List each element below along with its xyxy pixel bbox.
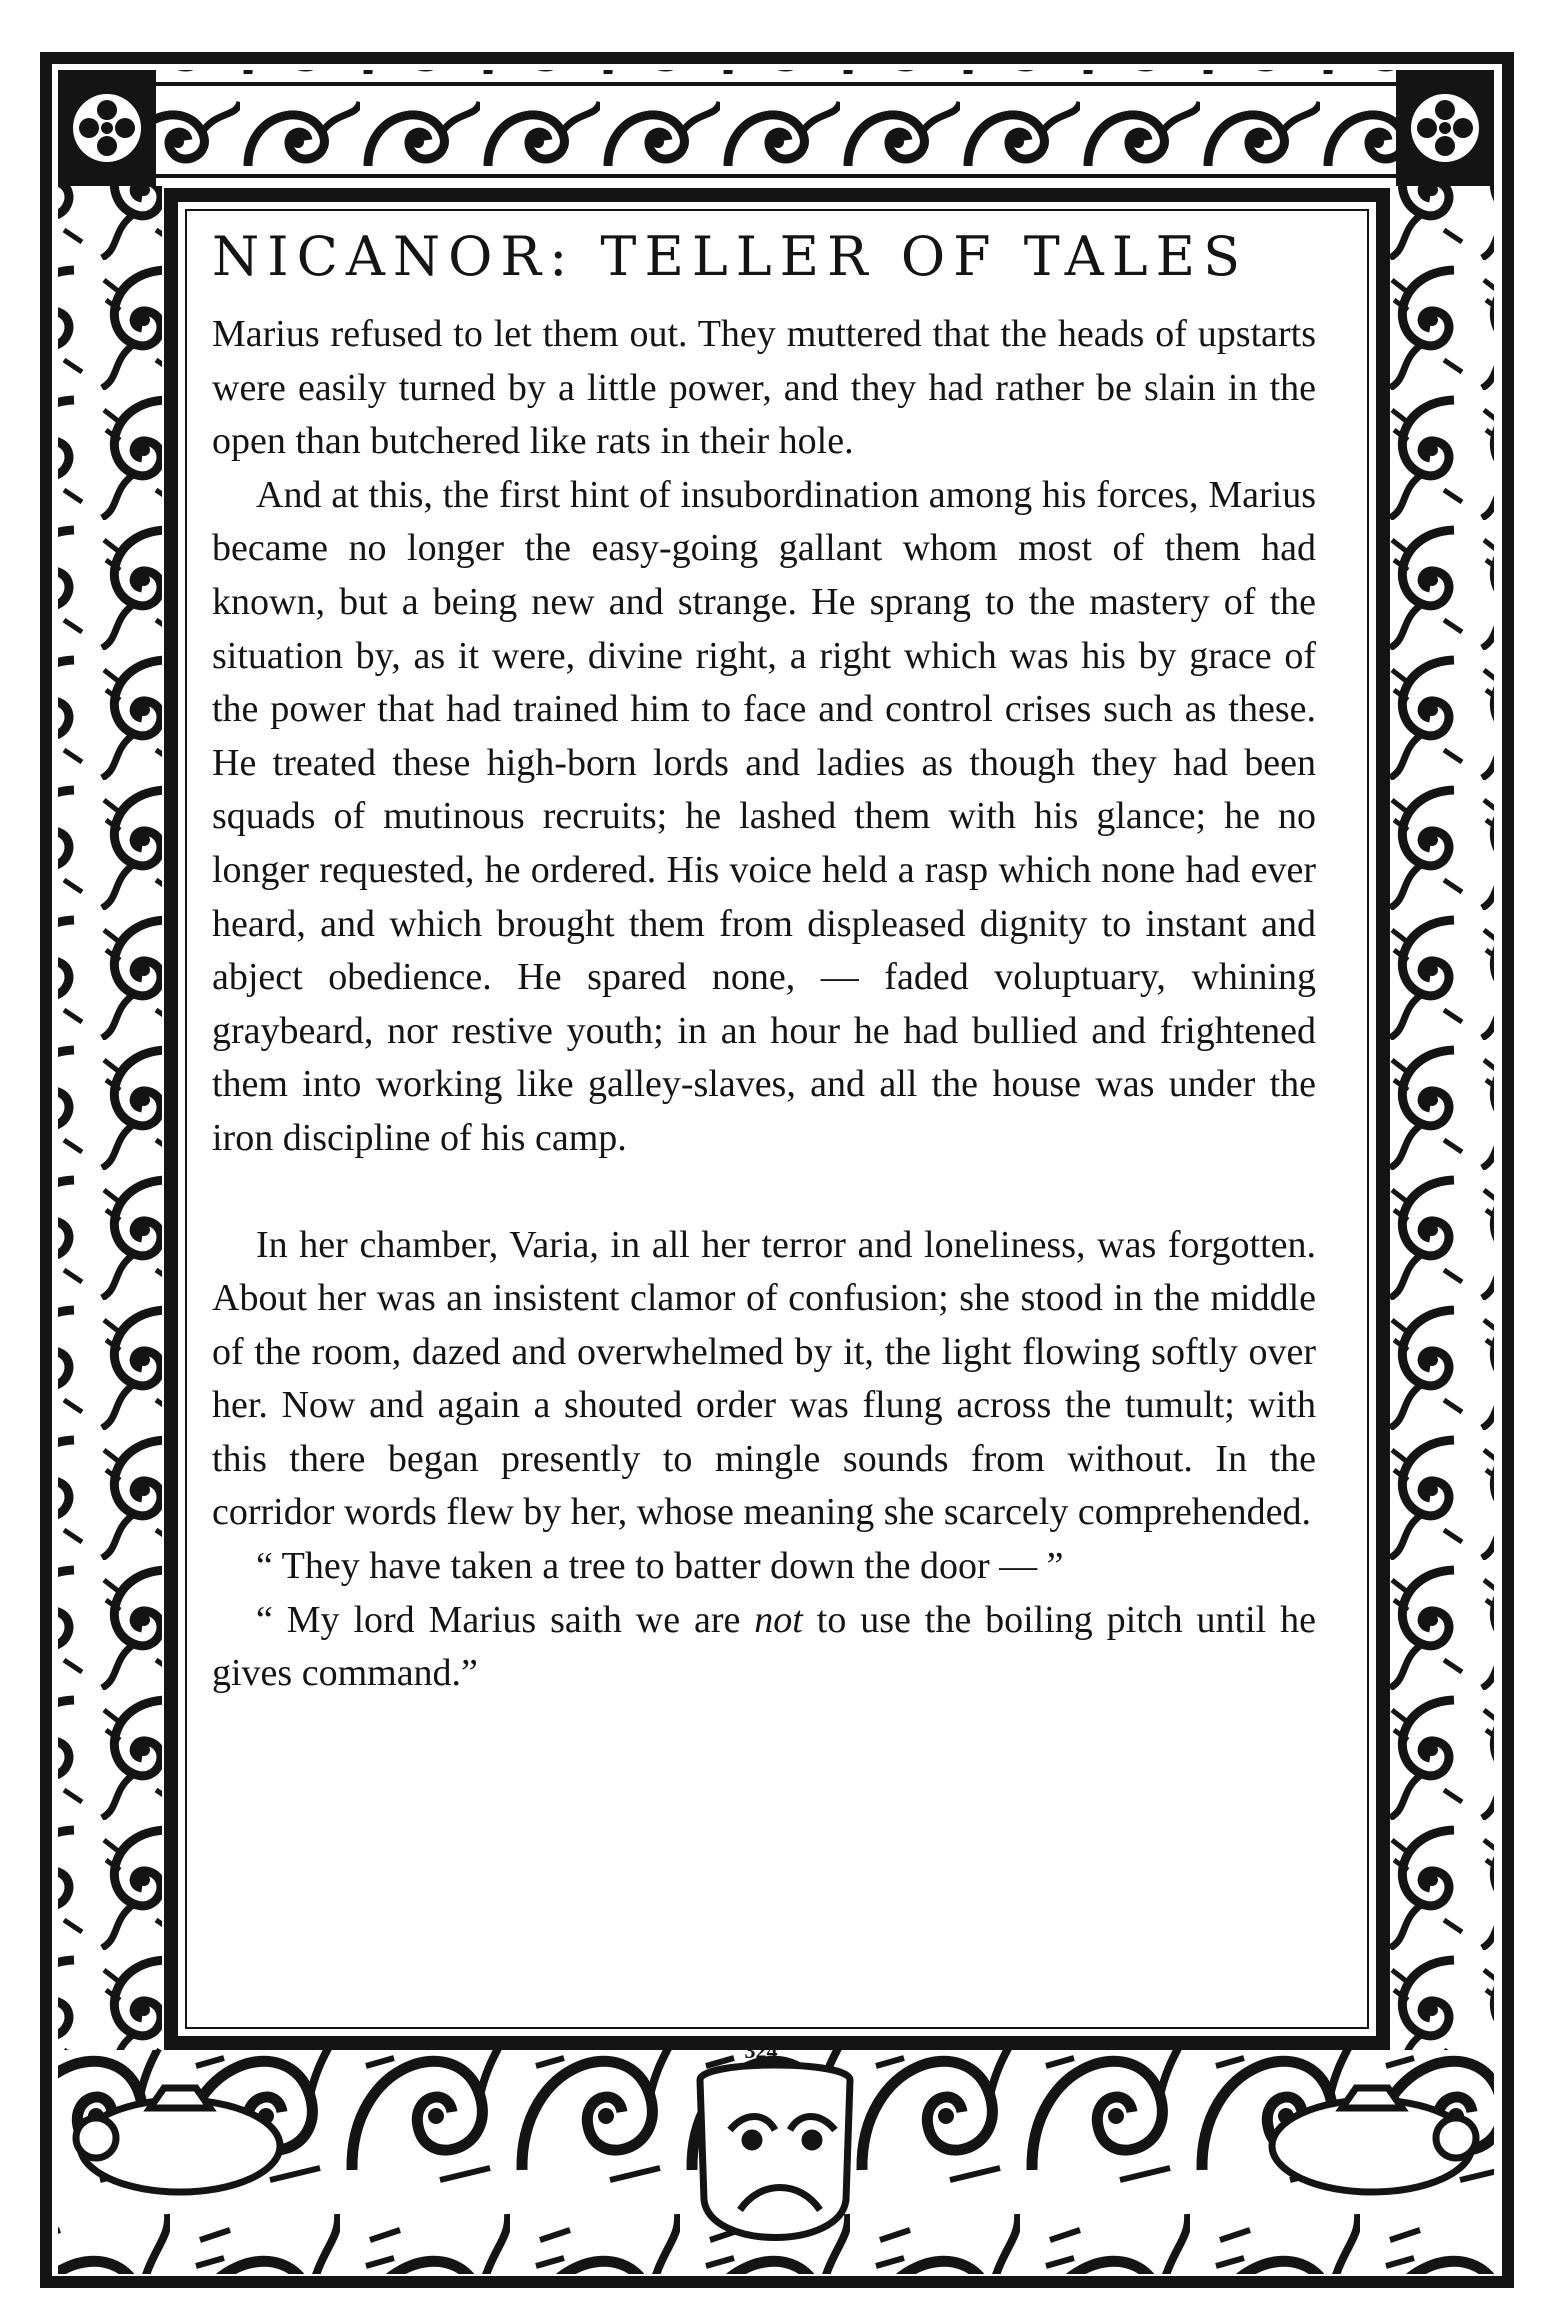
paragraph: In her chamber, Varia, in all her terror and loneliness, was forgotten. About her was an insistent clamor of confusion; she stood in the middle of the room, dazed and overwhelmed by it, the light flowing softly over her. Now and again a shouted order was flung across the tumult; with this there began presently to mingle sounds from without. In the corridor words flew by her, whose meaning she scarcely comprehended. [212,1223,1316,1534]
theatre-mask [700,2065,850,2238]
running-head: NICANOR: TELLER OF TALES [212,225,1249,288]
page-number: 324 [744,2038,778,2063]
paragraph: And at this, the first hint of insubordination among his forces, Marius became no longer the easy-going gallant whom most of them had known, but a being new and strange. He sprang to the mastery of the situation by, as it were, divine right, a right which was his by grace of the power that had trained him to face and control crises such as these. He treated these high-born lords and ladies as though they had been squads of mutinous recruits; he lashed them with his glance; he no longer requested, he ordered. His voice held a rasp which none had ever heard, and which brought them from displeased dignity to instant and abject obedience. He spared none, — faded voluptuary, whining graybeard, nor restive youth; in an hour he had bullied and frightened them into working like galley-slaves, and all the house was under the iron discipline of his camp. [212,473,1316,1159]
paragraph: Marius refused to let them out. They muttered that the heads of upstarts were easily turned by a little power, and they had rather be slain in the open than butchered like rats in their hole. [212,313,1316,463]
top-right-rosette [1396,70,1494,186]
quote-text: to use the boiling pitch until he gives command.” [212,1598,1316,1695]
quoted-paragraph [212,1594,1316,1701]
body-text [212,308,1316,1701]
quoted-paragraph: “ They have taken a tree to batter down the door — ” [256,1545,1064,1588]
emphasis-word: not [754,1598,803,1641]
quote-text: “ My lord Marius saith we are [256,1598,755,1641]
top-left-rosette [58,70,156,186]
text-panel [206,214,1316,2063]
